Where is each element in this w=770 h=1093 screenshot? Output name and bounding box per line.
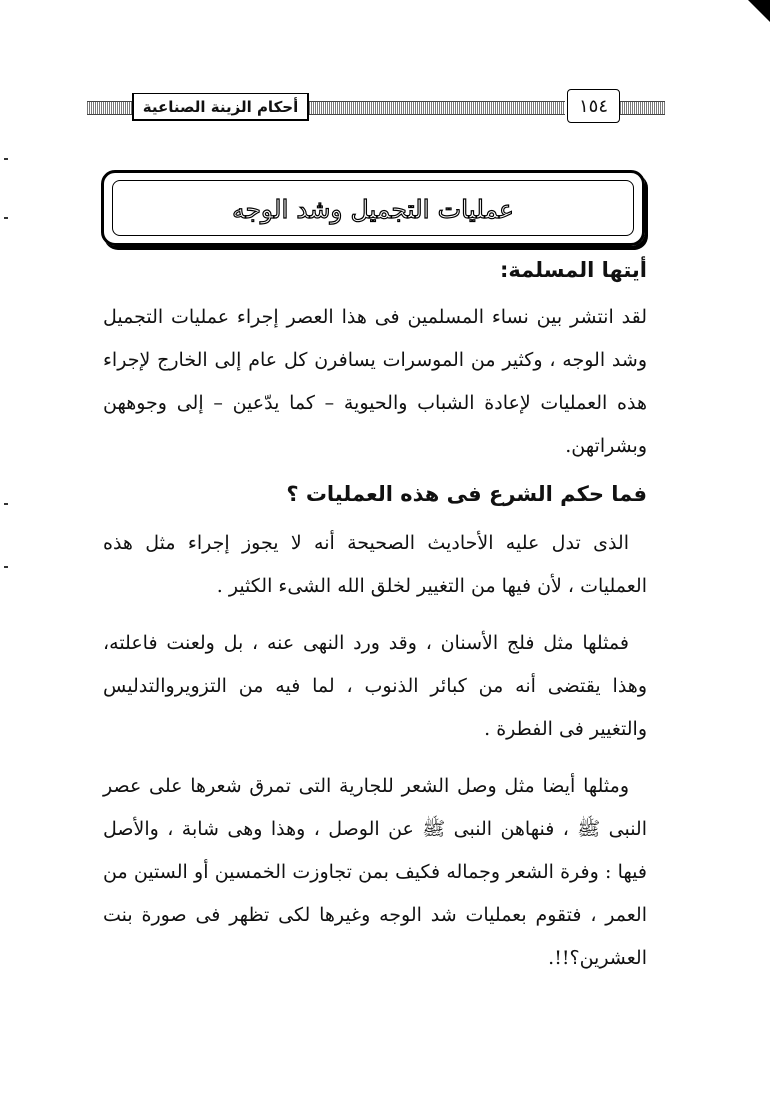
- edge-tick: [4, 503, 8, 505]
- edge-tick: [4, 217, 8, 219]
- header-ornament-left: [87, 101, 132, 115]
- edge-tick: [4, 566, 8, 568]
- page-corner-mark: [748, 0, 770, 22]
- paragraph-teeth-filing-analogy: [103, 622, 647, 751]
- paragraph-ruling-text: الذى تدل عليه الأحاديث الصحيحة أنه لا يجوز إجراء مثل هذه العمليات ، لأن فيها من التغيير لخلق الله الشىء الكثير .: [103, 532, 647, 597]
- page-number: ١٥٤: [567, 89, 620, 123]
- section-heading-addressing-muslim-woman: أيتها المسلمة:: [499, 258, 647, 282]
- chapter-title: عمليات التجميل وشد الوجه: [232, 194, 514, 224]
- paragraph-teeth-filing-text: فمثلها مثل فلج الأسنان ، وقد ورد النهى عنه ، بل ولعنت فاعلته، وهذا يقتضى أنه من كبائر الذنوب ، لما فيه من التزويروالتدليس والتغيير فى الفطرة .: [103, 632, 647, 740]
- paragraph-spread-of-surgeries: لقد انتشر بين نساء المسلمين فى هذا العصر إجراء عمليات التجميل وشد الوجه ، وكثير من الموسرات يسافرن كل عام إلى الخارج لإجراء هذه العمليات لإعادة الشباب والحيوية – كما يدّعين – إلى وجوههن وبشراتهن.: [103, 306, 647, 457]
- chapter-title-inner-frame: [112, 180, 634, 236]
- header-ornament-middle: [309, 101, 565, 115]
- header-ornament-right: [620, 101, 665, 115]
- running-header: [87, 93, 665, 123]
- paragraph-hair-extension-analogy: [103, 765, 647, 980]
- edge-tick: [4, 158, 8, 160]
- paragraph-hair-extension-text: ومثلها أيضا مثل وصل الشعر للجارية التى تمرق شعرها على عصر النبى ﷺ ، فنهاهن النبى ﷺ عن الوصل ، وهذا وهى شابة ، والأصل فيها : وفرة الشعر وجماله فكيف بمن تجاوزت الخمسين أو الستين من العمر ، فتقوم بعمليات شد الوجه وغيرها لكى تظهر فى صورة بنت العشرين؟!!.: [103, 775, 647, 969]
- chapter-title-frame: [101, 170, 645, 246]
- section-heading-ruling-question: فما حكم الشرع فى هذه العمليات ؟: [286, 482, 647, 506]
- page-body: [103, 252, 647, 980]
- paragraph-ruling: [103, 522, 647, 608]
- book-title: أحكام الزينة الصناعية: [132, 93, 309, 121]
